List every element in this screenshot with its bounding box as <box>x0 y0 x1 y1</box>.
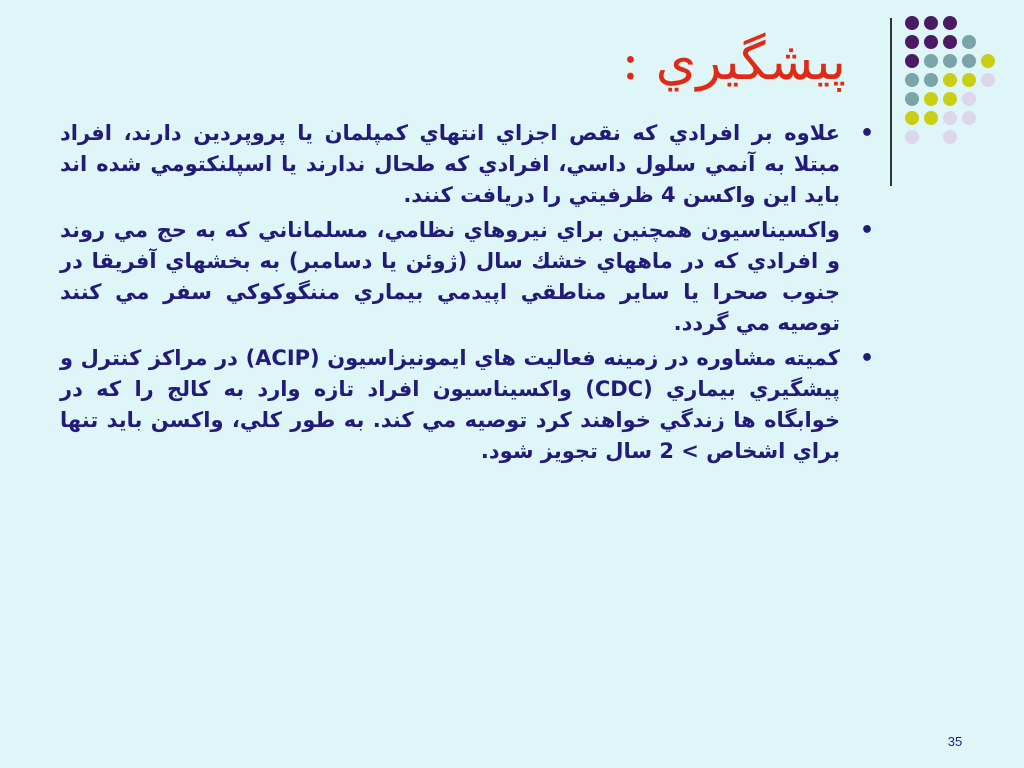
bullet-dot-icon: • <box>859 121 874 146</box>
decorative-dot <box>924 73 938 87</box>
decorative-dot <box>962 35 976 49</box>
bullet-list <box>60 118 886 471</box>
page-number: 35 <box>947 734 963 749</box>
bullet-item <box>60 343 886 467</box>
bullet-dot-icon: • <box>859 218 874 243</box>
decorative-dot <box>924 54 938 68</box>
bullet-text: واكسيناسيون همچنين براي نيروهاي نظامي، مسلماناني كه به حج مي روند و افرادي كه در ماههاي خشك سال (ژوئن يا دسامبر) به بخشهاي آفريقا در جنوب صحرا يا ساير مناطقي اپيدمي بيماري مننگوكوكي سفر مي كنند توصيه مي گردد. <box>60 218 840 335</box>
decorative-dot <box>962 111 976 125</box>
decorative-dot <box>981 54 995 68</box>
decorative-dot <box>943 92 957 106</box>
decorative-dot <box>905 73 919 87</box>
bullet-dot-icon: • <box>859 346 874 371</box>
decorative-dot <box>943 73 957 87</box>
decorative-dot <box>943 54 957 68</box>
decorative-dot <box>943 130 957 144</box>
decorative-dot <box>962 92 976 106</box>
slide-title: پيشگيري : <box>621 32 846 92</box>
decorative-dot <box>924 16 938 30</box>
decorative-dot <box>905 111 919 125</box>
decorative-dot <box>905 16 919 30</box>
decorative-dot <box>924 111 938 125</box>
bullet-item <box>60 215 886 339</box>
decorative-dot <box>943 111 957 125</box>
decorative-dot <box>962 54 976 68</box>
bullet-item <box>60 118 886 211</box>
decorative-dot <box>905 54 919 68</box>
decorative-dot <box>962 73 976 87</box>
decorative-dot <box>943 35 957 49</box>
decorative-dot <box>924 92 938 106</box>
bullet-text: علاوه بر افرادي كه نقص اجزاي انتهاي كمپلمان يا پروپردين دارند، افراد مبتلا به آنمي سلول داسي، افرادي كه طحال ندارند يا اسپلنكتومي شده اند بايد اين واكسن 4 ظرفيتي را دريافت كنند. <box>60 121 840 207</box>
decorative-dot <box>905 130 919 144</box>
decorative-dot <box>981 73 995 87</box>
decorative-dot <box>943 16 957 30</box>
decorative-dot <box>924 35 938 49</box>
decorative-dot <box>905 92 919 106</box>
decorative-dot <box>905 35 919 49</box>
bullet-text: كميته مشاوره در زمينه فعاليت هاي ايمونيزاسيون (ACIP) در مراكز كنترل و پيشگيري بيماري (CDC) واكسيناسيون افراد تازه وارد به كالج را كه در خوابگاه ها زندگي خواهند كرد توصيه مي كند. به طور كلي، واكسن بايد تنها براي اشخاص > 2 سال تجويز شود. <box>60 346 841 463</box>
